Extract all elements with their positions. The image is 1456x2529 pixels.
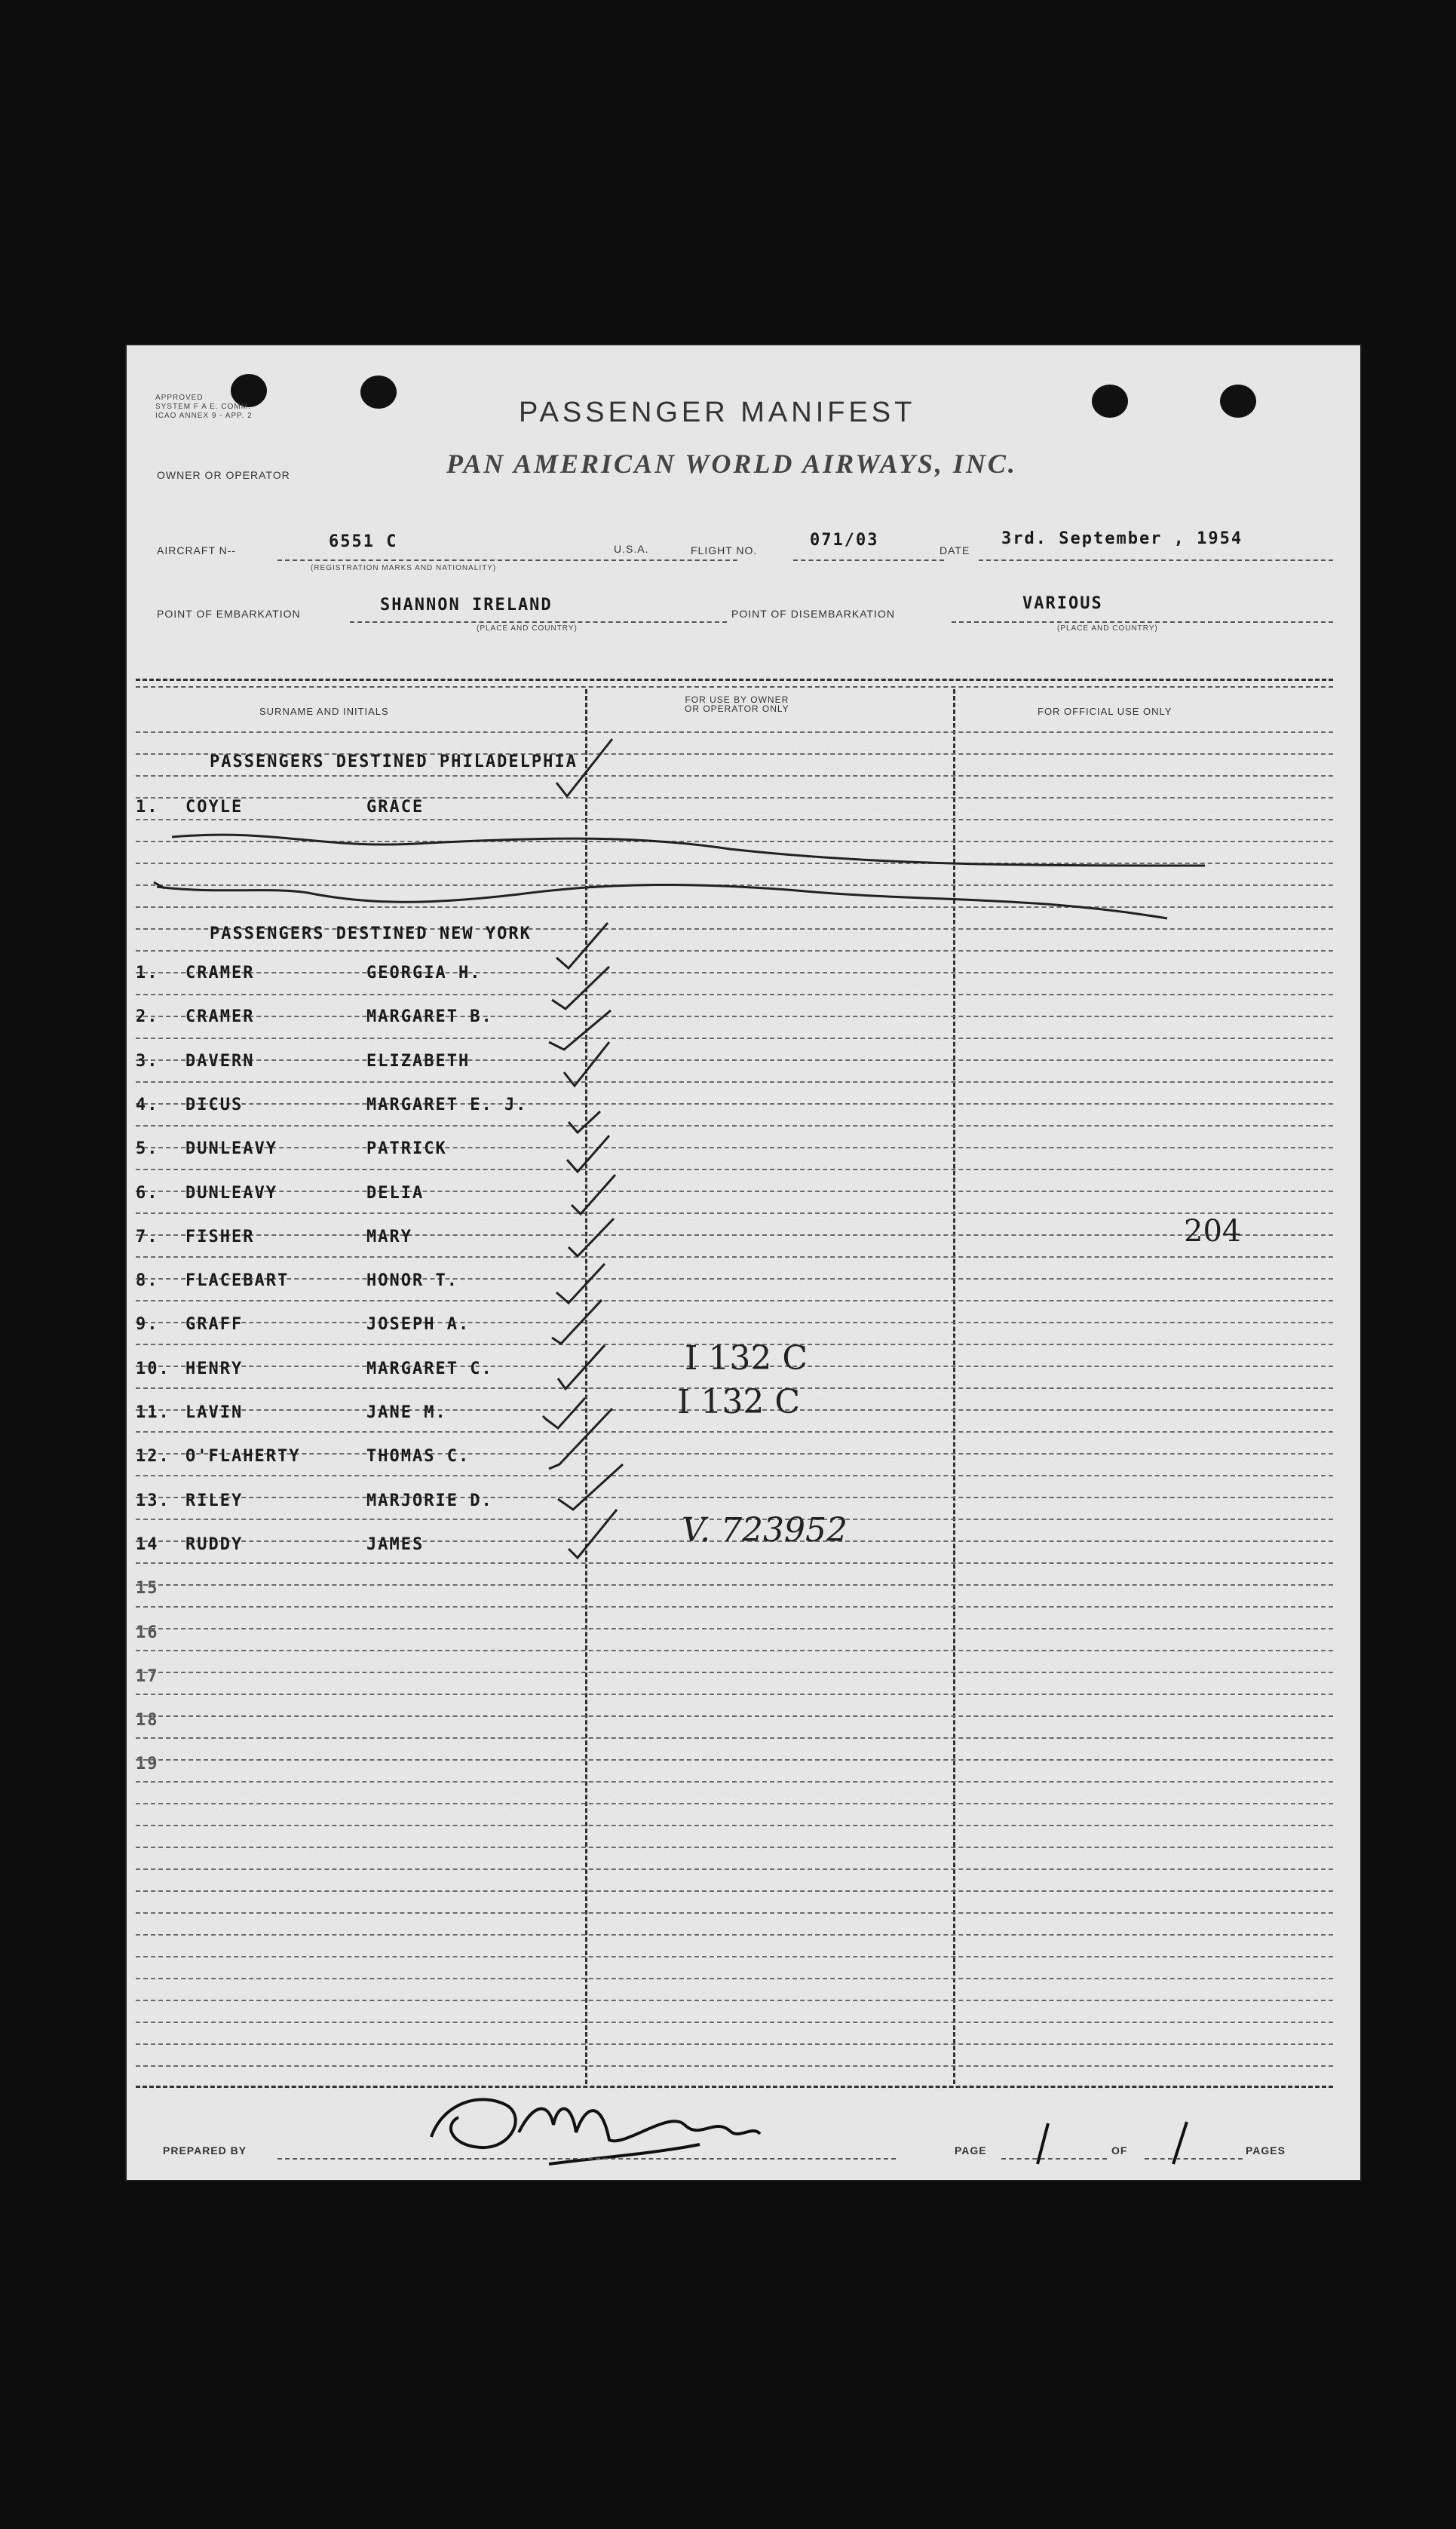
list-item-given: MARGARET C. <box>366 1360 493 1378</box>
date-value: 3rd. September , 1954 <box>1001 529 1243 548</box>
usa-label: U.S.A. <box>614 543 649 555</box>
signature-strokes <box>431 2099 760 2164</box>
prepared-by-underline <box>277 2158 896 2160</box>
list-item-num: 14 <box>136 1535 159 1554</box>
date-label: DATE <box>940 544 970 556</box>
list-item-surname: CRAMER <box>185 1007 255 1026</box>
approval-line: APPROVED <box>155 394 204 402</box>
strike-line <box>157 884 1167 918</box>
handwriting-strokes <box>127 345 1360 2180</box>
list-item-surname: DAVERN <box>185 1052 255 1071</box>
ruddy-note: V. 723952 <box>682 1511 848 1550</box>
list-item-num: 18 <box>136 1711 159 1730</box>
list-item-surname: DUNLEAVY <box>185 1184 277 1203</box>
list-item-given: THOMAS C. <box>366 1447 471 1466</box>
henry-note: I 132 C <box>685 1339 808 1378</box>
section-heading-new-york: PASSENGERS DESTINED NEW YORK <box>210 924 532 943</box>
list-item-surname: GRAFF <box>185 1315 244 1334</box>
page-underline <box>1001 2158 1107 2160</box>
list-item-num: 10. <box>136 1360 170 1378</box>
list-item-num: 9. <box>136 1315 159 1334</box>
list-item-num: 15 <box>136 1579 159 1598</box>
embark-sub: (PLACE AND COUNTRY) <box>477 624 578 633</box>
list-item-surname: O'FLAHERTY <box>185 1447 301 1466</box>
list-item-given: MARJORIE D. <box>366 1491 493 1510</box>
list-item-num: 19 <box>136 1755 159 1773</box>
flight-label: FLIGHT NO. <box>691 544 758 556</box>
list-item-given: MARY <box>366 1228 412 1246</box>
disembark-label: POINT OF DISEMBARKATION <box>731 608 895 620</box>
list-item-surname: DUNLEAVY <box>185 1139 277 1158</box>
list-item-surname: HENRY <box>185 1360 244 1378</box>
list-item-num: 12. <box>136 1447 170 1466</box>
list-item-surname: DICUS <box>185 1096 244 1114</box>
list-item-given: JOSEPH A. <box>366 1315 471 1334</box>
surname-column-header: SURNAME AND INITIALS <box>259 706 389 717</box>
list-item-given: DELIA <box>366 1184 425 1203</box>
footer-rule <box>136 2086 1333 2088</box>
section-heading-philadelphia: PASSENGERS DESTINED PHILADELPHIA <box>210 753 578 771</box>
list-item-surname: LAVIN <box>185 1403 244 1422</box>
page-title: PASSENGER MANIFEST <box>519 397 916 428</box>
list-item-surname: FISHER <box>185 1228 255 1246</box>
official-number: 204 <box>1184 1214 1242 1249</box>
aircraft-sub: (REGISTRATION MARKS AND NATIONALITY) <box>311 564 497 572</box>
list-item-num: 1. <box>136 964 159 982</box>
approval-line: SYSTEM F A E. COMM. <box>155 403 251 411</box>
disembark-value: VARIOUS <box>1022 594 1103 613</box>
flight-value: 071/03 <box>810 531 879 550</box>
list-item-num: 13. <box>136 1491 170 1510</box>
strike-line <box>172 835 1205 866</box>
owner-label: OWNER OR OPERATOR <box>157 469 290 481</box>
manifest-sheet <box>127 345 1360 2180</box>
list-item-num: 5. <box>136 1139 159 1158</box>
disembark-sub: (PLACE AND COUNTRY) <box>1057 624 1158 633</box>
list-item-num: 3. <box>136 1052 159 1071</box>
list-item-surname: FLACEBART <box>185 1271 290 1290</box>
list-item-num: 1. <box>136 798 159 817</box>
embark-value: SHANNON IRELAND <box>380 596 553 615</box>
owner-use-column-header: FOR USE BY OWNER OR OPERATOR ONLY <box>685 694 789 714</box>
list-item-given: MARGARET E. J. <box>366 1096 528 1114</box>
list-item-given: GEORGIA H. <box>366 964 482 982</box>
list-item-surname: RUDDY <box>185 1535 244 1554</box>
list-item-given: MARGARET B. <box>366 1007 493 1026</box>
approval-line: ICAO ANNEX 9 - APP. 2 <box>155 412 253 420</box>
list-item-surname: COYLE <box>185 798 244 817</box>
list-item-num: 6. <box>136 1184 159 1203</box>
list-item-num: 16 <box>136 1623 159 1642</box>
prepared-by-label: PREPARED BY <box>163 2144 247 2157</box>
lavin-note: I 132 C <box>677 1383 801 1421</box>
list-item-num: 7. <box>136 1228 159 1246</box>
list-item-num: 17 <box>136 1667 159 1686</box>
list-item-given: HONOR T. <box>366 1271 458 1290</box>
list-item-given: JANE M. <box>366 1403 447 1422</box>
list-item-num: 8. <box>136 1271 159 1290</box>
list-item-given: JAMES <box>366 1535 425 1554</box>
list-item-surname: RILEY <box>185 1491 244 1510</box>
page-label: PAGE <box>955 2144 987 2157</box>
pages-label: PAGES <box>1246 2144 1286 2157</box>
official-use-column-header: FOR OFFICIAL USE ONLY <box>1038 706 1172 717</box>
list-item-num: 4. <box>136 1096 159 1114</box>
embark-label: POINT OF EMBARKATION <box>157 608 301 620</box>
list-item-num: 2. <box>136 1007 159 1026</box>
aircraft-label: AIRCRAFT N-- <box>157 544 237 556</box>
list-item-given: ELIZABETH <box>366 1052 471 1071</box>
list-item-given: PATRICK <box>366 1139 447 1158</box>
list-item-surname: CRAMER <box>185 964 255 982</box>
aircraft-value: 6551 C <box>329 532 398 551</box>
of-label: OF <box>1111 2144 1128 2157</box>
of-underline <box>1145 2158 1243 2160</box>
list-item-num: 11. <box>136 1403 170 1422</box>
company-name: PAN AMERICAN WORLD AIRWAYS, INC. <box>446 449 1017 479</box>
list-item-given: GRACE <box>366 798 425 817</box>
check-marks <box>543 739 623 1558</box>
